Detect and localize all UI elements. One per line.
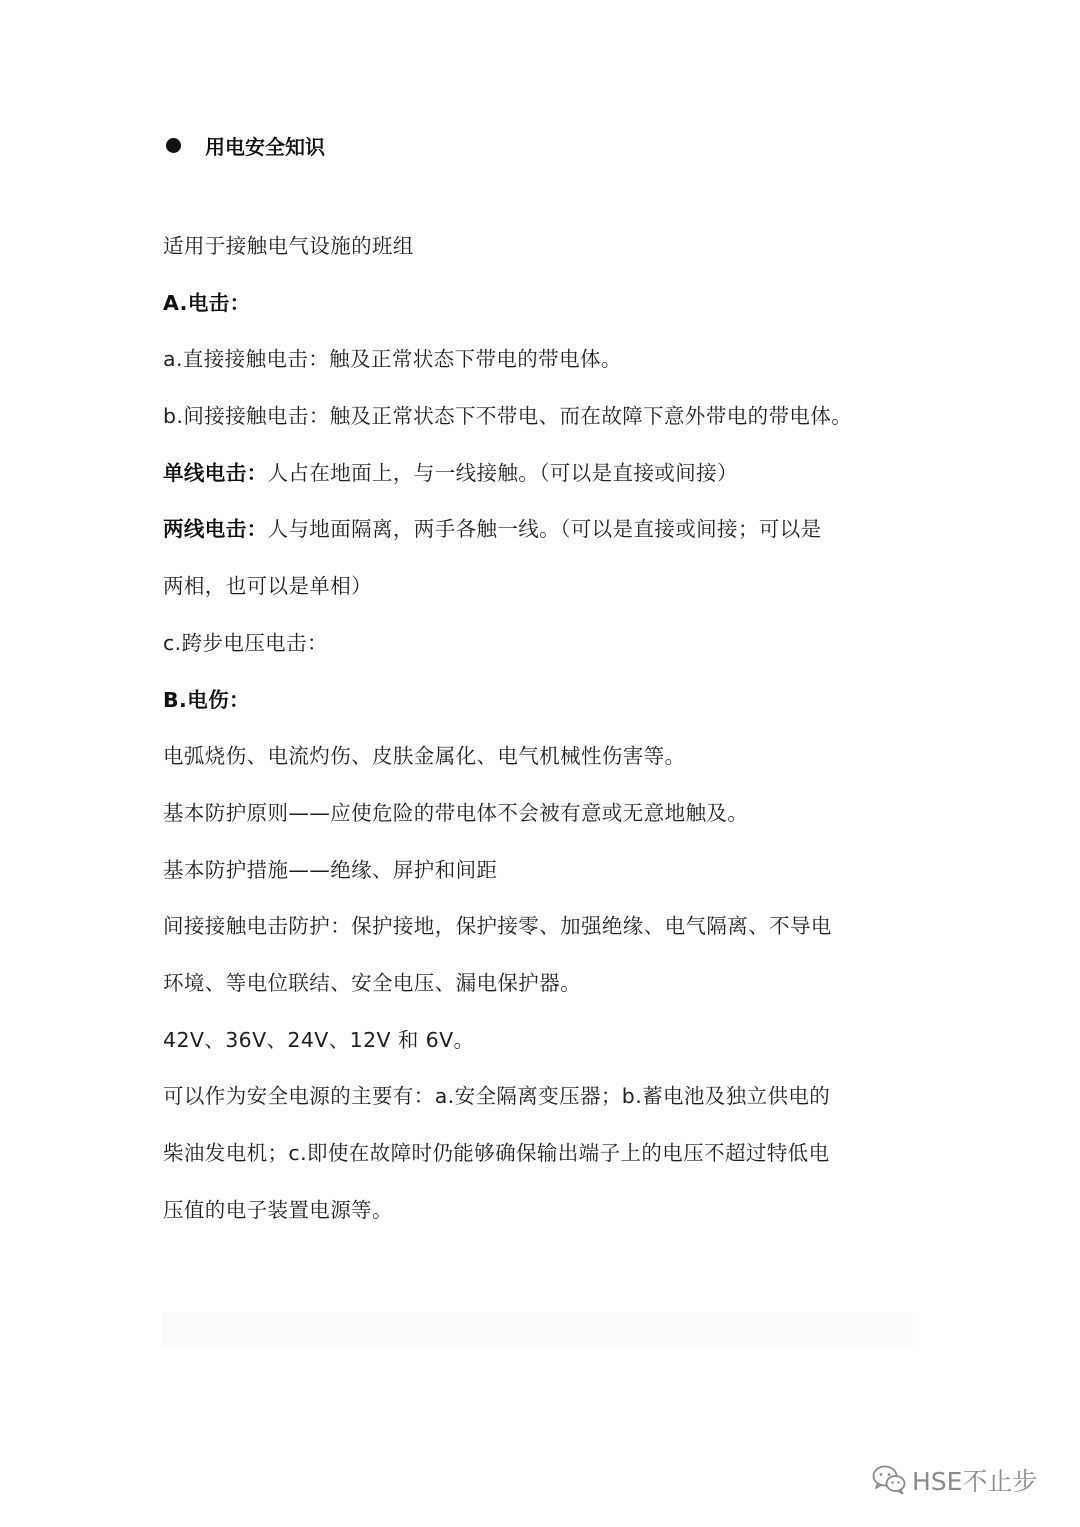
line-text: 基本防护措施——绝缘、屏护和间距 [163, 857, 498, 882]
paragraph-line [163, 898, 923, 955]
line-text: 适用于接触电气设施的班组 [163, 234, 414, 258]
line-text: b.间接接触电击：触及正常状态下不带电、而在故障下意外带电的带电体。 [163, 404, 853, 429]
heading-title: 用电安全知识 [205, 134, 325, 159]
line-text: c.跨步电压电击： [163, 630, 328, 655]
paragraph-line [163, 331, 923, 388]
paragraph-line [163, 1012, 923, 1069]
page-footer-band [163, 1312, 913, 1348]
bold-lead: B.电伤： [163, 687, 250, 712]
line-text: a.直接接触电击：触及正常状态下带电的带电体。 [163, 347, 622, 372]
line-text: 可以作为安全电源的主要有：a.安全隔离变压器；b.蓄电池及独立供电的 [163, 1084, 831, 1109]
paragraph-line [163, 672, 923, 729]
bold-lead: 两线电击： [163, 517, 268, 542]
watermark-text: HSE不止步 [912, 1467, 1038, 1496]
line-text: 压值的电子装置电源等。 [163, 1197, 393, 1222]
paragraph-line [163, 955, 923, 1012]
line-text: 间接接触电击防护：保护接地，保护接零、加强绝缘、电气隔离、不导电 [163, 914, 832, 939]
bullet-icon [166, 138, 181, 153]
line-text: 两相，也可以是单相） [163, 574, 372, 599]
section-heading [166, 128, 325, 162]
line-text: 电弧烧伤、电流灼伤、皮肤金属化、电气机械性伤害等。 [163, 744, 686, 769]
paragraph-line [163, 275, 923, 332]
paragraph-line [163, 785, 923, 842]
paragraph-line [163, 615, 923, 672]
wechat-icon [872, 1465, 906, 1495]
document-body [163, 218, 923, 1238]
line-text: 人与地面隔离，两手各触一线。（可以是直接或间接；可以是 [267, 517, 822, 542]
line-text: 人占在地面上，与一线接触。（可以是直接或间接） [267, 460, 738, 485]
paragraph-line [163, 218, 923, 275]
paragraph-line [163, 1125, 923, 1182]
paragraph-line [163, 501, 923, 558]
paragraph-line [163, 1182, 923, 1239]
paragraph-line [163, 558, 923, 615]
line-text: 环境、等电位联结、安全电压、漏电保护器。 [163, 970, 581, 995]
watermark [872, 1462, 1037, 1498]
paragraph-line [163, 1068, 923, 1125]
paragraph-line [163, 728, 923, 785]
paragraph-line [163, 445, 923, 502]
line-text: 柴油发电机；c.即使在故障时仍能够确保输出端子上的电压不超过特低电 [163, 1141, 830, 1165]
paragraph-line [163, 388, 923, 445]
line-text: 基本防护原则——应使危险的带电体不会被有意或无意地触及。 [163, 800, 749, 825]
paragraph-line [163, 842, 923, 899]
line-text: 42V、36V、24V、12V 和 6V。 [163, 1027, 475, 1052]
bold-lead: 单线电击： [163, 460, 268, 485]
bold-lead: A.电击： [163, 290, 251, 315]
